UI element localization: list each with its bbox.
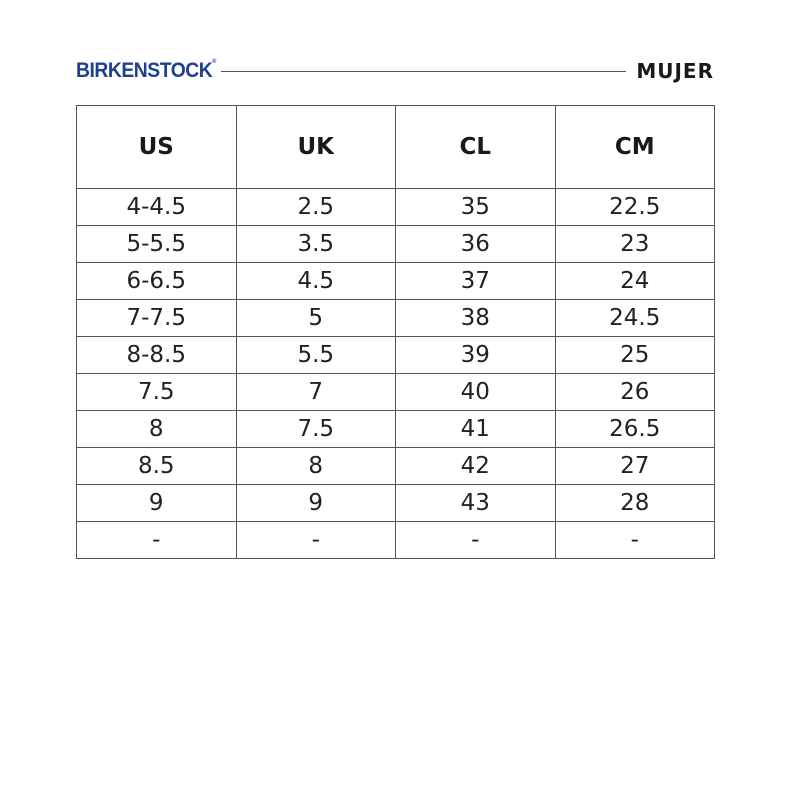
cell-uk: 9	[236, 485, 396, 522]
cell-cm: 26.5	[555, 411, 715, 448]
column-header-cl: CL	[396, 106, 556, 189]
cell-cl: 41	[396, 411, 556, 448]
cell-cm: 26	[555, 374, 715, 411]
cell-cm: 28	[555, 485, 715, 522]
cell-uk: -	[236, 522, 396, 559]
brand-logo	[76, 59, 216, 83]
table-row	[77, 300, 715, 337]
column-header-uk: UK	[236, 106, 396, 189]
cell-uk: 5	[236, 300, 396, 337]
cell-cm: 25	[555, 337, 715, 374]
cell-cm: 24.5	[555, 300, 715, 337]
table-header-row	[77, 106, 715, 189]
table-row	[77, 226, 715, 263]
cell-us: 8.5	[77, 448, 237, 485]
cell-us: 8-8.5	[77, 337, 237, 374]
column-header-cm: CM	[555, 106, 715, 189]
size-chart-table	[76, 105, 715, 559]
table-row	[77, 337, 715, 374]
table-row	[77, 411, 715, 448]
registered-mark: ®	[212, 59, 216, 65]
cell-uk: 7	[236, 374, 396, 411]
header-divider	[221, 71, 626, 72]
cell-us: 7.5	[77, 374, 237, 411]
cell-cm: 22.5	[555, 189, 715, 226]
cell-uk: 3.5	[236, 226, 396, 263]
header	[76, 56, 714, 86]
table-row	[77, 522, 715, 559]
cell-us: 4-4.5	[77, 189, 237, 226]
cell-cl: 35	[396, 189, 556, 226]
table-row	[77, 263, 715, 300]
table-row	[77, 448, 715, 485]
cell-cl: 39	[396, 337, 556, 374]
cell-cl: 43	[396, 485, 556, 522]
table-body	[77, 189, 715, 559]
cell-uk: 4.5	[236, 263, 396, 300]
cell-us: 5-5.5	[77, 226, 237, 263]
cell-cm: -	[555, 522, 715, 559]
gender-title: MUJER	[636, 59, 714, 83]
cell-us: 8	[77, 411, 237, 448]
cell-uk: 7.5	[236, 411, 396, 448]
column-header-us: US	[77, 106, 237, 189]
cell-cl: 38	[396, 300, 556, 337]
cell-uk: 2.5	[236, 189, 396, 226]
cell-us: 7-7.5	[77, 300, 237, 337]
cell-cl: 40	[396, 374, 556, 411]
table-row	[77, 189, 715, 226]
cell-cl: 36	[396, 226, 556, 263]
cell-cl: -	[396, 522, 556, 559]
cell-us: 9	[77, 485, 237, 522]
cell-cl: 42	[396, 448, 556, 485]
cell-cm: 27	[555, 448, 715, 485]
cell-uk: 5.5	[236, 337, 396, 374]
brand-logo-text: BIRKENSTOCK	[76, 59, 213, 82]
cell-cl: 37	[396, 263, 556, 300]
cell-us: -	[77, 522, 237, 559]
cell-us: 6-6.5	[77, 263, 237, 300]
table-row	[77, 485, 715, 522]
cell-uk: 8	[236, 448, 396, 485]
table-row	[77, 374, 715, 411]
cell-cm: 23	[555, 226, 715, 263]
cell-cm: 24	[555, 263, 715, 300]
